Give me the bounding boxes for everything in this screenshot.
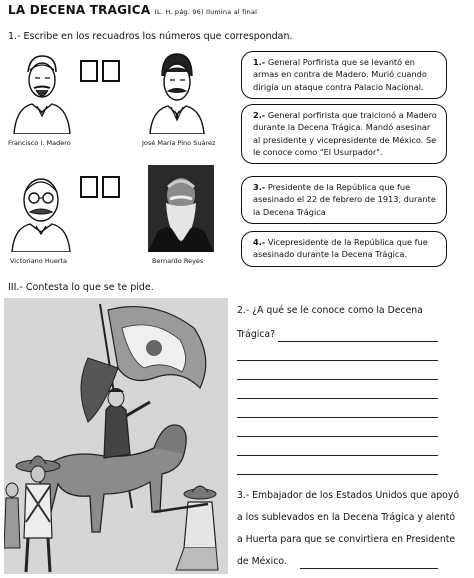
question-2-line-2: Trágica? [237, 329, 276, 340]
section-3-heading: III.- Contesta lo que se te pide. [8, 282, 154, 293]
portrait-madero [10, 50, 74, 134]
page-title [8, 3, 257, 17]
answer-line-q2-5[interactable] [237, 436, 438, 437]
revolution-illustration [4, 298, 228, 574]
clue-1-number: 1.- [253, 57, 266, 67]
answer-line-q2-0[interactable] [278, 341, 438, 342]
clue-2-number: 2.- [253, 110, 266, 120]
answer-line-q2-1[interactable] [237, 360, 438, 361]
clue-4-text: Vicepresidente de la República que fue asesinado durante la Decena Trágica. [253, 237, 428, 260]
answer-box-madero-2[interactable] [102, 60, 120, 82]
question-3-line-3: a Huerta para que se convirtiera en Presidente [237, 534, 456, 545]
clue-4 [241, 231, 447, 267]
caption-madero: Francisco I. Madero [8, 139, 71, 147]
question-3-line-4: de México. [237, 556, 287, 567]
clue-2 [241, 104, 447, 164]
caption-pino-suarez: José María Pino Suárez [142, 139, 216, 147]
clue-3-number: 3.- [253, 182, 266, 192]
instruction-1: 1.- Escribe en los recuadros los números que correspondan. [8, 31, 293, 42]
clue-4-number: 4.- [253, 237, 266, 247]
clue-1-text: General Porfirista que se levantó en armas en contra de Madero. Murió cuando dirigía un ataque contra Palacio Nacional. [253, 57, 427, 92]
answer-box-huerta-2[interactable] [102, 176, 120, 198]
caption-reyes: Bernardo Reyes [152, 257, 204, 265]
clue-1 [241, 51, 447, 99]
clue-3-text: Presidente de la República que fue asesinado el 22 de febrero de 1913, durante la Decena Trágica [253, 182, 436, 217]
clue-2-text: General porfirista que traicionó a Madero durante la Decena Trágica. Mandó asesinar al presidente y vicepresidente de México. Se le conoce como "El Usurpador". [253, 110, 437, 158]
answer-line-q3[interactable] [300, 568, 438, 569]
clue-3 [241, 176, 447, 224]
answer-line-q2-4[interactable] [237, 417, 438, 418]
answer-line-q2-7[interactable] [237, 474, 438, 475]
answer-line-q2-3[interactable] [237, 398, 438, 399]
portrait-pino-suarez [146, 50, 208, 134]
caption-huerta: Victoriano Huerta [10, 257, 68, 265]
title-subtitle: (L. H. pág. 96) Ilumina al final [154, 8, 258, 16]
portrait-huerta [8, 166, 74, 252]
answer-line-q2-2[interactable] [237, 379, 438, 380]
question-2-line-1: 2.- ¿A qué se le conoce como la Decena [237, 305, 423, 316]
answer-box-madero-1[interactable] [80, 60, 98, 82]
answer-line-q2-6[interactable] [237, 455, 438, 456]
question-3-line-1: 3.- Embajador de los Estados Unidos que apoyó [237, 490, 460, 501]
title-text: LA DECENA TRAGICA [8, 3, 151, 17]
question-3-line-2: a los sublevados en la Decena Trágica y alentó [237, 512, 456, 523]
answer-box-huerta-1[interactable] [80, 176, 98, 198]
portrait-reyes [148, 165, 214, 252]
